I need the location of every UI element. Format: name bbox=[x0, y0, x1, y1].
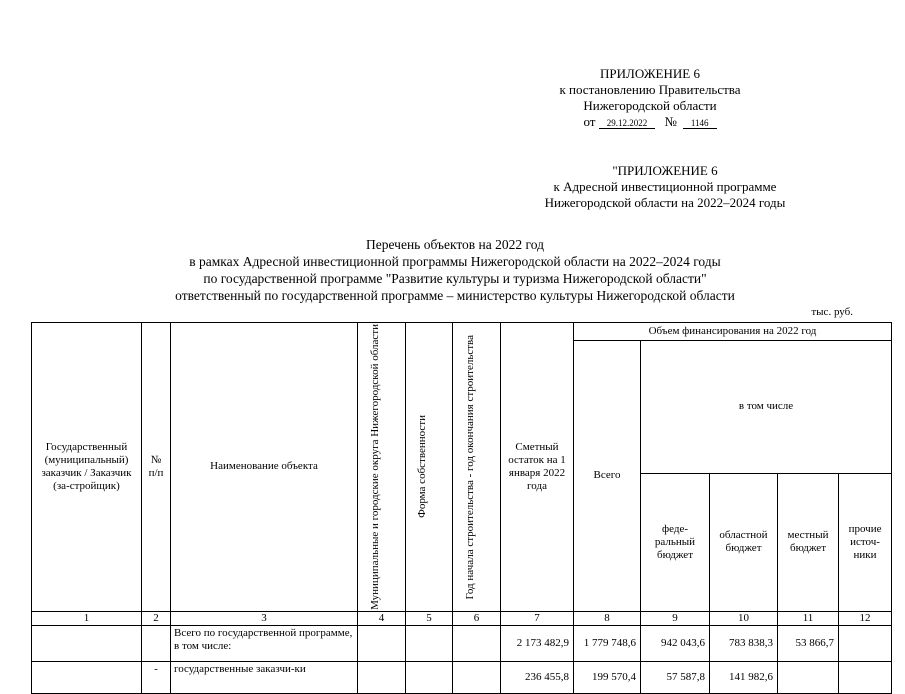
appendix-title: ПРИЛОЖЕНИЕ 6 bbox=[600, 66, 700, 81]
column-number: 3 bbox=[171, 611, 358, 625]
column-number: 12 bbox=[839, 611, 892, 625]
appendix2-subtitle: к Адресной инвестиционной программе bbox=[553, 179, 777, 194]
header-regional: областной бюджет bbox=[710, 473, 778, 611]
header-funding: Объем финансирования на 2022 год bbox=[574, 323, 892, 341]
appendix-date-number bbox=[500, 114, 800, 130]
header-years bbox=[453, 323, 501, 612]
title-line-3: по государственной программе "Развитие культуры и туризма Нижегородской области" bbox=[203, 271, 707, 286]
cell-estimate: 2 173 482,9 bbox=[501, 625, 574, 661]
appendix2-region: Нижегородской области на 2022–2024 годы bbox=[544, 195, 786, 210]
cell-ownership bbox=[406, 661, 453, 693]
header-including: в том числе bbox=[641, 341, 892, 474]
appendix-program-block bbox=[500, 163, 830, 211]
header-customer: Государственный (муниципальный) заказчик / Заказчик (за-стройщик) bbox=[32, 323, 142, 612]
header-municipal bbox=[358, 323, 406, 612]
number-sign: № bbox=[664, 114, 677, 129]
appendix-subtitle: к постановлению Правительства bbox=[559, 82, 741, 97]
cell-customer bbox=[32, 625, 142, 661]
cell-local: 53 866,7 bbox=[778, 625, 839, 661]
header-ownership bbox=[406, 323, 453, 612]
cell-local bbox=[778, 661, 839, 693]
cell-municipal bbox=[358, 661, 406, 693]
header-federal: феде-ральный бюджет bbox=[641, 473, 710, 611]
cell-regional: 141 982,6 bbox=[710, 661, 778, 693]
cell-federal: 942 043,6 bbox=[641, 625, 710, 661]
column-number: 4 bbox=[358, 611, 406, 625]
cell-object-name: государственные заказчи-ки bbox=[171, 661, 358, 693]
column-number: 2 bbox=[142, 611, 171, 625]
header-num: № п/п bbox=[142, 323, 171, 612]
header-object-name: Наименование объекта bbox=[171, 323, 358, 612]
column-number: 6 bbox=[453, 611, 501, 625]
resolution-number: 1146 bbox=[683, 118, 717, 129]
column-number-row bbox=[32, 611, 892, 625]
header-years-text: Год начала строительства - год окончания строительства bbox=[463, 334, 476, 600]
header-other: прочие источ-ники bbox=[839, 473, 892, 611]
column-number: 5 bbox=[406, 611, 453, 625]
cell-customer bbox=[32, 661, 142, 693]
table-row bbox=[32, 661, 892, 693]
cell-object-name: Всего по государственной программе, в том числе: bbox=[171, 625, 358, 661]
cell-total: 1 779 748,6 bbox=[574, 625, 641, 661]
cell-other bbox=[839, 625, 892, 661]
cell-num: - bbox=[142, 661, 171, 693]
title-line-1: Перечень объектов на 2022 год bbox=[366, 237, 544, 252]
cell-federal: 57 587,8 bbox=[641, 661, 710, 693]
column-number: 11 bbox=[778, 611, 839, 625]
document-title bbox=[30, 236, 880, 304]
appendix-region: Нижегородской области bbox=[583, 98, 717, 113]
header-row-1 bbox=[32, 323, 892, 341]
objects-table bbox=[31, 322, 892, 694]
header-estimate: Сметный остаток на 1 января 2022 года bbox=[501, 323, 574, 612]
resolution-date: 29.12.2022 bbox=[599, 118, 656, 129]
header-total: Всего bbox=[574, 341, 641, 612]
cell-other bbox=[839, 661, 892, 693]
appendix2-title: "ПРИЛОЖЕНИЕ 6 bbox=[612, 163, 718, 178]
column-number: 9 bbox=[641, 611, 710, 625]
cell-regional: 783 838,3 bbox=[710, 625, 778, 661]
column-number: 10 bbox=[710, 611, 778, 625]
header-local: местный бюджет bbox=[778, 473, 839, 611]
cell-estimate: 236 455,8 bbox=[501, 661, 574, 693]
header-municipal-text: Муниципальные и городские округа Нижегородской области bbox=[368, 324, 381, 610]
unit-label: тыс. руб. bbox=[811, 306, 853, 318]
column-number: 8 bbox=[574, 611, 641, 625]
cell-total: 199 570,4 bbox=[574, 661, 641, 693]
cell-years bbox=[453, 661, 501, 693]
column-number: 1 bbox=[32, 611, 142, 625]
table-row bbox=[32, 625, 892, 661]
appendix-resolution-block bbox=[500, 66, 800, 130]
title-line-4: ответственный по государственной программе – министерство культуры Нижегородской области bbox=[175, 288, 735, 303]
cell-num bbox=[142, 625, 171, 661]
header-ownership-text: Форма собственности bbox=[416, 415, 428, 519]
column-number: 7 bbox=[501, 611, 574, 625]
from-label: от bbox=[583, 114, 596, 129]
cell-ownership bbox=[406, 625, 453, 661]
cell-years bbox=[453, 625, 501, 661]
title-line-2: в рамках Адресной инвестиционной программы Нижегородской области на 2022–2024 годы bbox=[189, 254, 721, 269]
cell-municipal bbox=[358, 625, 406, 661]
